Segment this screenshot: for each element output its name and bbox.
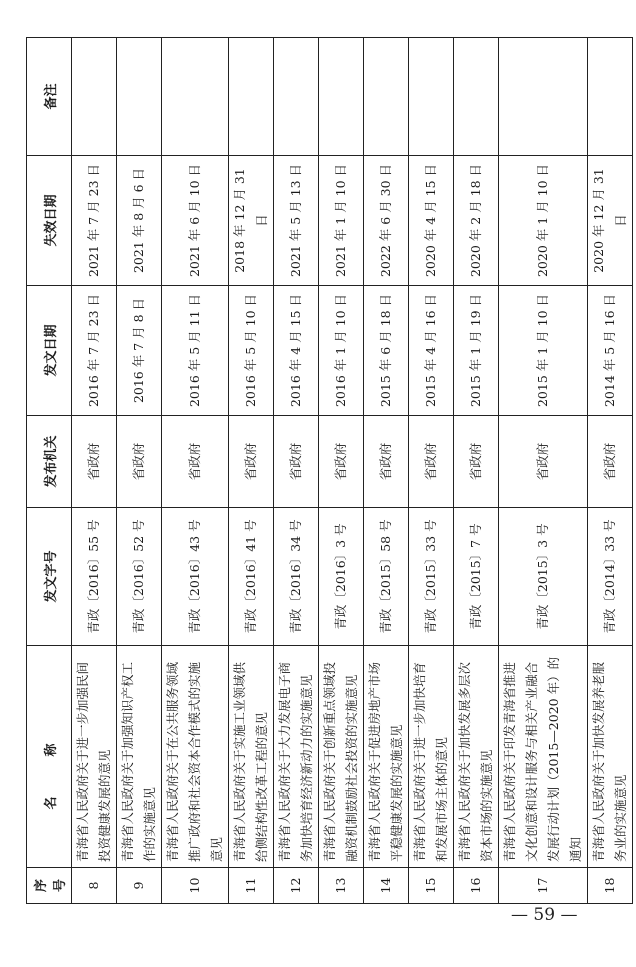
row-name: 青海省人民政府关于实施工业领域供给侧结构性改革工程的意见 xyxy=(229,646,274,868)
table-row xyxy=(162,38,229,904)
table-row xyxy=(117,38,162,904)
row-index: 8 xyxy=(72,868,117,904)
header-name-text: 名称 xyxy=(43,703,59,810)
header-expire-date: 失效日期 xyxy=(27,156,72,286)
row-index: 13 xyxy=(319,868,364,904)
row-issuer: 省政府 xyxy=(319,416,364,508)
row-index: 9 xyxy=(117,868,162,904)
row-issue-date: 2016 年 7 月 23 日 xyxy=(72,286,117,416)
table-row xyxy=(499,38,588,904)
table-body xyxy=(72,38,633,904)
row-doc-number: 青政〔2016〕43 号 xyxy=(162,508,229,646)
table-row xyxy=(229,38,274,904)
row-remark xyxy=(274,38,319,156)
row-expire-date: 2020 年 1 月 10 日 xyxy=(499,156,588,286)
row-index: 16 xyxy=(454,868,499,904)
row-issue-date: 2015 年 6 月 18 日 xyxy=(364,286,409,416)
row-remark xyxy=(162,38,229,156)
row-issuer: 省政府 xyxy=(229,416,274,508)
row-remark xyxy=(499,38,588,156)
row-name: 青海省人民政府关于进一步加快培育和发展市场主体的意见 xyxy=(409,646,454,868)
row-expire-date: 2022 年 6 月 30 日 xyxy=(364,156,409,286)
row-expire-date: 2021 年 6 月 10 日 xyxy=(162,156,229,286)
row-doc-number: 青政〔2016〕52 号 xyxy=(117,508,162,646)
header-name xyxy=(27,646,72,868)
header-remark: 备注 xyxy=(27,38,72,156)
table-row xyxy=(409,38,454,904)
row-doc-number: 青政〔2015〕7 号 xyxy=(454,508,499,646)
row-remark xyxy=(364,38,409,156)
header-issuer: 发布机关 xyxy=(27,416,72,508)
row-expire-date: 2020 年 12 月 31 日 xyxy=(588,156,633,286)
row-index: 14 xyxy=(364,868,409,904)
row-remark xyxy=(319,38,364,156)
row-name: 青海省人民政府关于促进房地产市场平稳健康发展的实施意见 xyxy=(364,646,409,868)
page-number: — 59 — xyxy=(511,905,578,925)
row-issue-date: 2016 年 5 月 10 日 xyxy=(229,286,274,416)
row-expire-date: 2021 年 8 月 6 日 xyxy=(117,156,162,286)
row-issuer: 省政府 xyxy=(454,416,499,508)
row-name: 青海省人民政府关于加快发展多层次资本市场的实施意见 xyxy=(454,646,499,868)
row-name: 青海省人民政府关于加快发展养老服务业的实施意见 xyxy=(588,646,633,868)
row-expire-date: 2020 年 4 月 15 日 xyxy=(409,156,454,286)
row-issuer: 省政府 xyxy=(72,416,117,508)
row-doc-number: 青政〔2015〕33 号 xyxy=(409,508,454,646)
row-index: 15 xyxy=(409,868,454,904)
row-remark xyxy=(72,38,117,156)
row-name: 青海省人民政府关于进一步加强民间投资健康发展的意见 xyxy=(72,646,117,868)
row-index: 17 xyxy=(499,868,588,904)
table-row xyxy=(72,38,117,904)
row-index: 12 xyxy=(274,868,319,904)
row-issue-date: 2015 年 4 月 16 日 xyxy=(409,286,454,416)
header-index: 序号 xyxy=(27,868,72,904)
row-issue-date: 2015 年 1 月 10 日 xyxy=(499,286,588,416)
row-name: 青海省人民政府关于创新重点领域投融资机制鼓励社会投资的实施意见 xyxy=(319,646,364,868)
row-issuer: 省政府 xyxy=(274,416,319,508)
row-remark xyxy=(454,38,499,156)
row-index: 11 xyxy=(229,868,274,904)
row-expire-date: 2020 年 2 月 18 日 xyxy=(454,156,499,286)
policy-table xyxy=(26,37,633,904)
row-issuer: 省政府 xyxy=(409,416,454,508)
row-issuer: 省政府 xyxy=(364,416,409,508)
row-doc-number: 青政〔2015〕58 号 xyxy=(364,508,409,646)
row-name: 青海省人民政府关于大力发展电子商务加快培育经济新动力的实施意见 xyxy=(274,646,319,868)
row-doc-number: 青政〔2015〕3 号 xyxy=(499,508,588,646)
table-row xyxy=(319,38,364,904)
row-doc-number: 青政〔2016〕34 号 xyxy=(274,508,319,646)
row-doc-number: 青政〔2016〕55 号 xyxy=(72,508,117,646)
row-issuer: 省政府 xyxy=(162,416,229,508)
row-issue-date: 2016 年 5 月 11 日 xyxy=(162,286,229,416)
row-expire-date: 2021 年 7 月 23 日 xyxy=(72,156,117,286)
table-row xyxy=(274,38,319,904)
row-issue-date: 2014 年 5 月 16 日 xyxy=(588,286,633,416)
row-name: 青海省人民政府关于在公共服务领域推广政府和社会资本合作模式的实施意见 xyxy=(162,646,229,868)
table-row xyxy=(364,38,409,904)
table-row xyxy=(588,38,633,904)
row-index: 18 xyxy=(588,868,633,904)
header-doc-number: 发文字号 xyxy=(27,508,72,646)
row-expire-date: 2018 年 12 月 31 日 xyxy=(229,156,274,286)
row-issuer: 省政府 xyxy=(499,416,588,508)
row-issue-date: 2016 年 4 月 15 日 xyxy=(274,286,319,416)
row-name: 青海省人民政府关于印发青海省推进文化创意和设计服务与相关产业融合发展行动计划（2015—2020 年）的通知 xyxy=(499,646,588,868)
row-remark xyxy=(588,38,633,156)
row-index: 10 xyxy=(162,868,229,904)
rotated-table-wrapper xyxy=(26,38,628,904)
row-expire-date: 2021 年 5 月 13 日 xyxy=(274,156,319,286)
row-issuer: 省政府 xyxy=(588,416,633,508)
row-issue-date: 2015 年 1 月 19 日 xyxy=(454,286,499,416)
header-issue-date: 发文日期 xyxy=(27,286,72,416)
table-header-row xyxy=(27,38,72,904)
row-issue-date: 2016 年 1 月 10 日 xyxy=(319,286,364,416)
row-name: 青海省人民政府关于加强知识产权工作的实施意见 xyxy=(117,646,162,868)
row-remark xyxy=(409,38,454,156)
table-row xyxy=(454,38,499,904)
row-doc-number: 青政〔2016〕41 号 xyxy=(229,508,274,646)
row-doc-number: 青政〔2014〕33 号 xyxy=(588,508,633,646)
row-remark xyxy=(117,38,162,156)
row-issuer: 省政府 xyxy=(117,416,162,508)
row-expire-date: 2021 年 1 月 10 日 xyxy=(319,156,364,286)
row-doc-number: 青政〔2016〕3 号 xyxy=(319,508,364,646)
row-issue-date: 2016 年 7 月 8 日 xyxy=(117,286,162,416)
row-remark xyxy=(229,38,274,156)
